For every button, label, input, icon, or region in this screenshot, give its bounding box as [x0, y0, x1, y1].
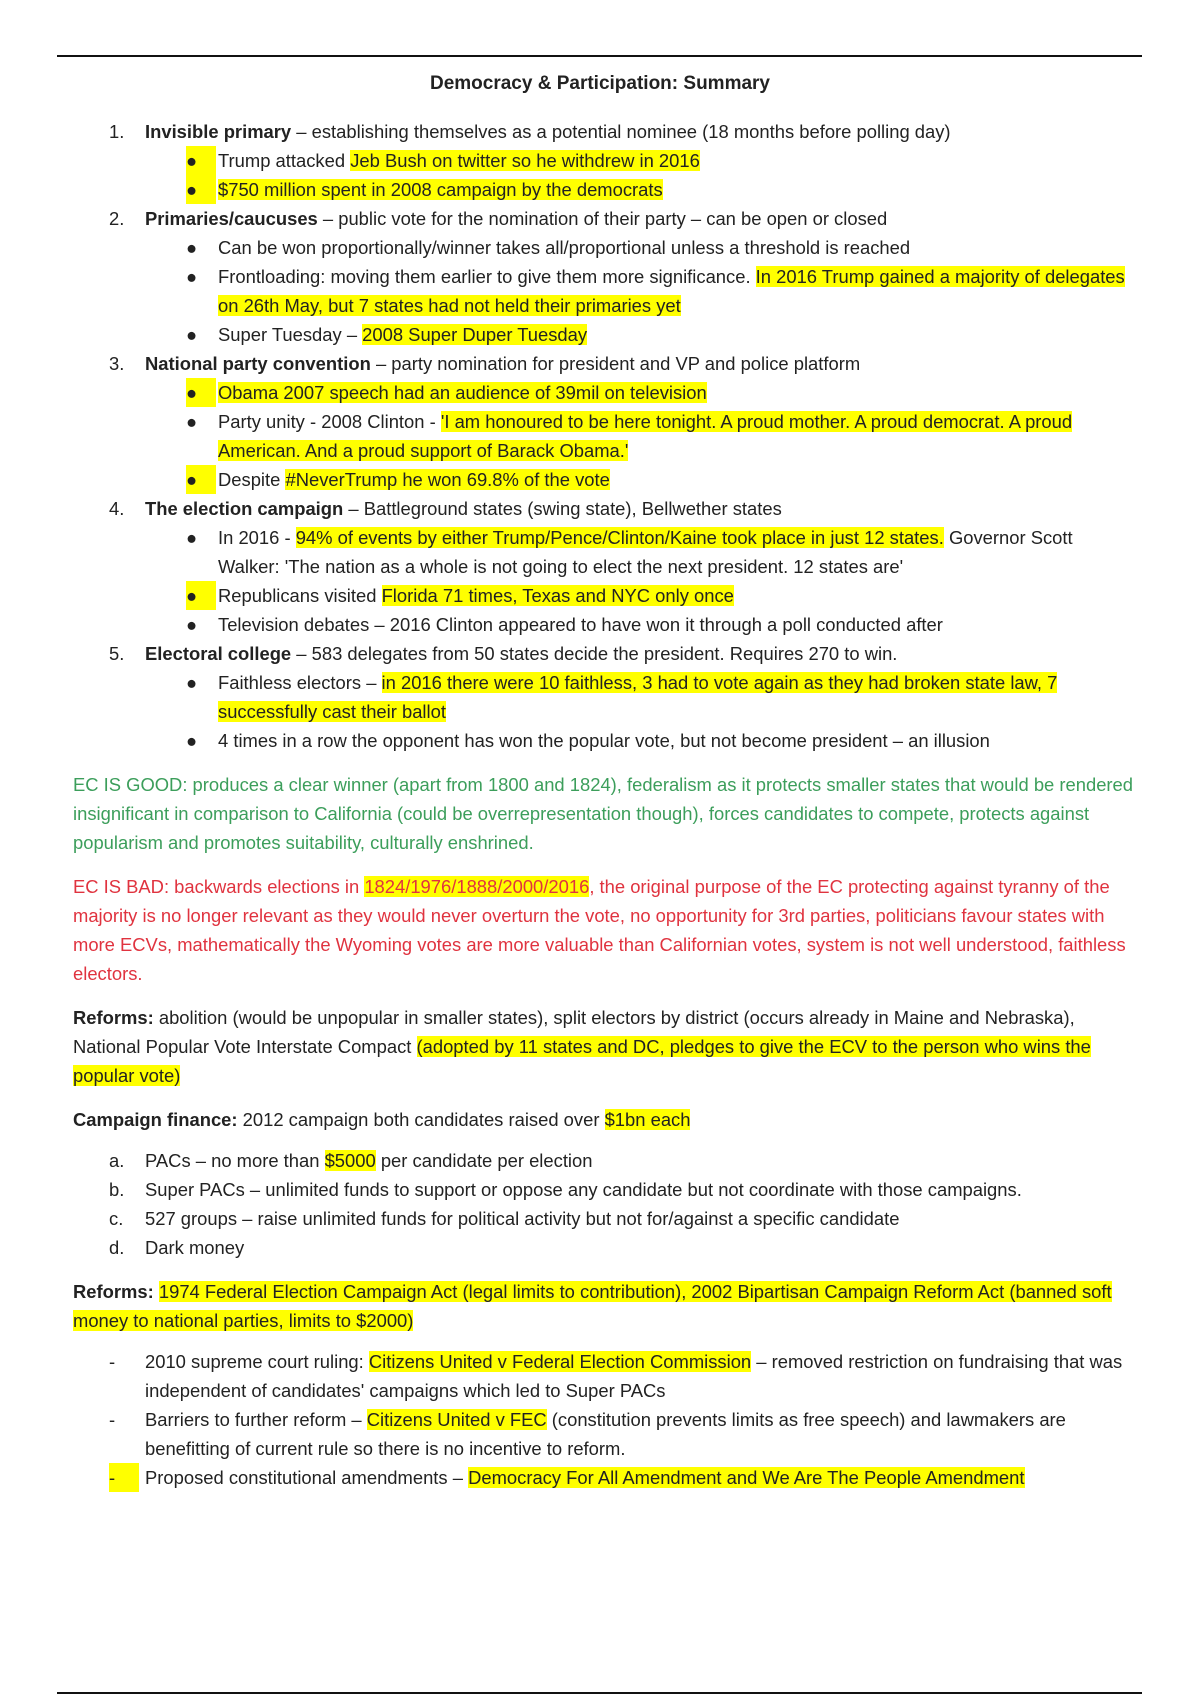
bullet-item: ● Faithless electors – in 2016 there were 10 faithless, 3 had to vote again as they had broken state law, 7 successfully cast their ballot	[73, 668, 1133, 726]
list-item	[73, 204, 1133, 349]
bullet-item: ● Frontloading: moving them earlier to give them more significance. In 2016 Trump gained a majority of delegates on 26th May, but 7 states had not held their primaries yet	[73, 262, 1133, 320]
list-item	[73, 494, 1133, 639]
list-item: c. 527 groups – raise unlimited funds for political activity but not for/against a specific candidate	[109, 1208, 900, 1229]
list-number: 3.	[109, 353, 125, 374]
highlight: 1974 Federal Election Campaign Act (legal limits to contribution), 2002 Bipartisan Campaign Reform Act (banned soft money to national parties, limits to $2000)	[73, 1281, 1112, 1331]
bullet-icon: ●	[186, 581, 216, 610]
section-heading: Primaries/caucuses	[145, 208, 318, 229]
section-text: – establishing themselves as a potential nominee (18 months before polling day)	[291, 121, 951, 142]
list-number: 2.	[109, 208, 125, 229]
list-item: - 2010 supreme court ruling: Citizens United v Federal Election Commission – removed restriction on fundraising that was independent of candidates' campaigns which led to Super PACs	[109, 1351, 1123, 1401]
bullet-icon: ●	[186, 411, 198, 432]
bullet-item: ● 4 times in a row the opponent has won the popular vote, but not become president – an illusion	[73, 726, 1133, 755]
top-rule	[57, 55, 1142, 57]
section-text: – Battleground states (swing state), Bellwether states	[343, 498, 782, 519]
highlight: Jeb Bush on twitter so he withdrew in 2016	[350, 150, 700, 171]
bullet-icon: ●	[186, 378, 216, 407]
lettered-list	[73, 1146, 1133, 1262]
highlight: Citizens United v Federal Election Commission	[368, 1351, 752, 1372]
list-item: d. Dark money	[109, 1237, 245, 1258]
highlight: (adopted by 11 states and DC, pledges to give the ECV to the person who wins the popular vote)	[73, 1036, 1091, 1086]
bullet-icon: ●	[186, 324, 198, 345]
list-number: 5.	[109, 643, 125, 664]
highlight: 1824/1976/1888/2000/2016	[364, 876, 590, 897]
reforms-paragraph: Reforms: abolition (would be unpopular in smaller states), split electors by district (occurs already in Maine and Nebraska), National Popular Vote Interstate Compact (adopted by 11 states and DC, pledges to give the ECV to the person who wins the popular vote)	[73, 1007, 1091, 1086]
list-item: a. PACs – no more than $5000 per candidate per election	[109, 1150, 593, 1171]
bullet-item: ● Television debates – 2016 Clinton appeared to have won it through a poll conducted after	[73, 610, 1133, 639]
bullet-icon: ●	[186, 527, 198, 548]
highlight: #NeverTrump he won 69.8% of the vote	[285, 469, 610, 490]
list-item: - Proposed constitutional amendments – Democracy For All Amendment and We Are The People Amendment	[73, 1463, 1133, 1492]
bullet-item: ● In 2016 - 94% of events by either Trump/Pence/Clinton/Kaine took place in just 12 states. Governor Scott Walker: 'The nation as a whole is not going to elect the next president. 12 states are'	[73, 523, 1133, 581]
list-number: 1.	[109, 121, 125, 142]
section-text: – party nomination for president and VP and police platform	[370, 353, 861, 374]
list-number: 4.	[109, 498, 125, 519]
ec-good-paragraph: EC IS GOOD: produces a clear winner (apart from 1800 and 1824), federalism as it protects smaller states that would be rendered insignificant in comparison to California (could be overrepresentation though), forces candidates to compete, protects against popularism and promotes suitability, culturally enshrined.	[73, 774, 1134, 853]
highlight: $750 million spent in 2008 campaign by the democrats	[218, 179, 663, 200]
bullet-icon: ●	[186, 672, 198, 693]
bullet-icon: ●	[186, 730, 198, 751]
document-body	[73, 117, 1133, 1492]
bullet-item: ● Republicans visited Florida 71 times, Texas and NYC only once	[73, 581, 1133, 610]
highlight: Florida 71 times, Texas and NYC only once	[381, 585, 734, 606]
section-heading: Electoral college	[145, 643, 292, 664]
highlight: In 2016 Trump gained a majority of delegates on 26th May, but 7 states had not held their primaries yet	[218, 266, 1125, 316]
highlight: 2008 Super Duper Tuesday	[362, 324, 588, 345]
page-title: Democracy & Participation: Summary	[429, 73, 770, 94]
section-heading: Invisible primary	[145, 121, 292, 142]
bullet-item: ● Super Tuesday – 2008 Super Duper Tuesday	[73, 320, 1133, 349]
bullet-icon: ●	[186, 266, 198, 287]
highlight: 94% of events by either Trump/Pence/Clinton/Kaine took place in just 12 states.	[295, 527, 944, 548]
campaign-finance-paragraph: Campaign finance: 2012 campaign both candidates raised over $1bn each	[73, 1109, 691, 1130]
section-text: – 583 delegates from 50 states decide the president. Requires 270 to win.	[291, 643, 898, 664]
reforms-paragraph: Reforms: 1974 Federal Election Campaign Act (legal limits to contribution), 2002 Bipartisan Campaign Reform Act (banned soft money to national parties, limits to $2000)	[73, 1281, 1112, 1331]
highlight: $1bn each	[604, 1109, 691, 1130]
highlight: 'I am honoured to be here tonight. A proud mother. A proud democrat. A proud American. And a proud support of Barack Obama.'	[218, 411, 1073, 461]
ec-bad-paragraph: EC IS BAD: backwards elections in 1824/1976/1888/2000/2016, the original purpose of the EC protecting against tyranny of the majority is no longer relevant as they would never overturn the vote, no opportunity for 3rd parties, politicians favour states with more ECVs, mathematically the Wyoming votes are more valuable than Californian votes, system is not well understood, faithless electors.	[73, 876, 1126, 984]
bullet-item	[73, 378, 1133, 407]
section-text: – public vote for the nomination of their party – can be open or closed	[317, 208, 888, 229]
list-item	[73, 349, 1133, 494]
highlight: Obama 2007 speech had an audience of 39mil on television	[218, 382, 707, 403]
highlight: $5000	[324, 1150, 376, 1171]
bullet-item	[73, 175, 1133, 204]
dash-list	[73, 1347, 1133, 1492]
bullet-item: ● Can be won proportionally/winner takes all/proportional unless a threshold is reached	[73, 233, 1133, 262]
bullet-item: ● Trump attacked Jeb Bush on twitter so he withdrew in 2016	[73, 146, 1133, 175]
bullet-item: ● Despite #NeverTrump he won 69.8% of the vote	[73, 465, 1133, 494]
highlight: Citizens United v FEC	[366, 1409, 547, 1430]
bullet-icon: ●	[186, 614, 198, 635]
highlight: in 2016 there were 10 faithless, 3 had to vote again as they had broken state law, 7 successfully cast their ballot	[218, 672, 1058, 722]
highlight: Democracy For All Amendment and We Are The People Amendment	[468, 1467, 1025, 1488]
section-heading: The election campaign	[145, 498, 344, 519]
bottom-rule	[57, 1692, 1142, 1694]
list-item: - Barriers to further reform – Citizens United v FEC (constitution prevents limits as free speech) and lawmakers are benefitting of current rule so there is no incentive to reform.	[109, 1409, 1066, 1459]
list-item	[73, 639, 1133, 755]
bullet-item: ● Party unity - 2008 Clinton - 'I am honoured to be here tonight. A proud mother. A proud democrat. A proud American. And a proud support of Barack Obama.'	[73, 407, 1133, 465]
list-item: b. Super PACs – unlimited funds to support or oppose any candidate but not coordinate with those campaigns.	[109, 1179, 1022, 1200]
numbered-list	[73, 117, 1133, 755]
list-item	[73, 117, 1133, 204]
section-heading: National party convention	[145, 353, 371, 374]
bullet-icon: ●	[186, 237, 198, 258]
bullet-icon: ●	[186, 175, 216, 204]
bullet-icon: ●	[186, 465, 216, 494]
bullet-icon: ●	[186, 146, 216, 175]
